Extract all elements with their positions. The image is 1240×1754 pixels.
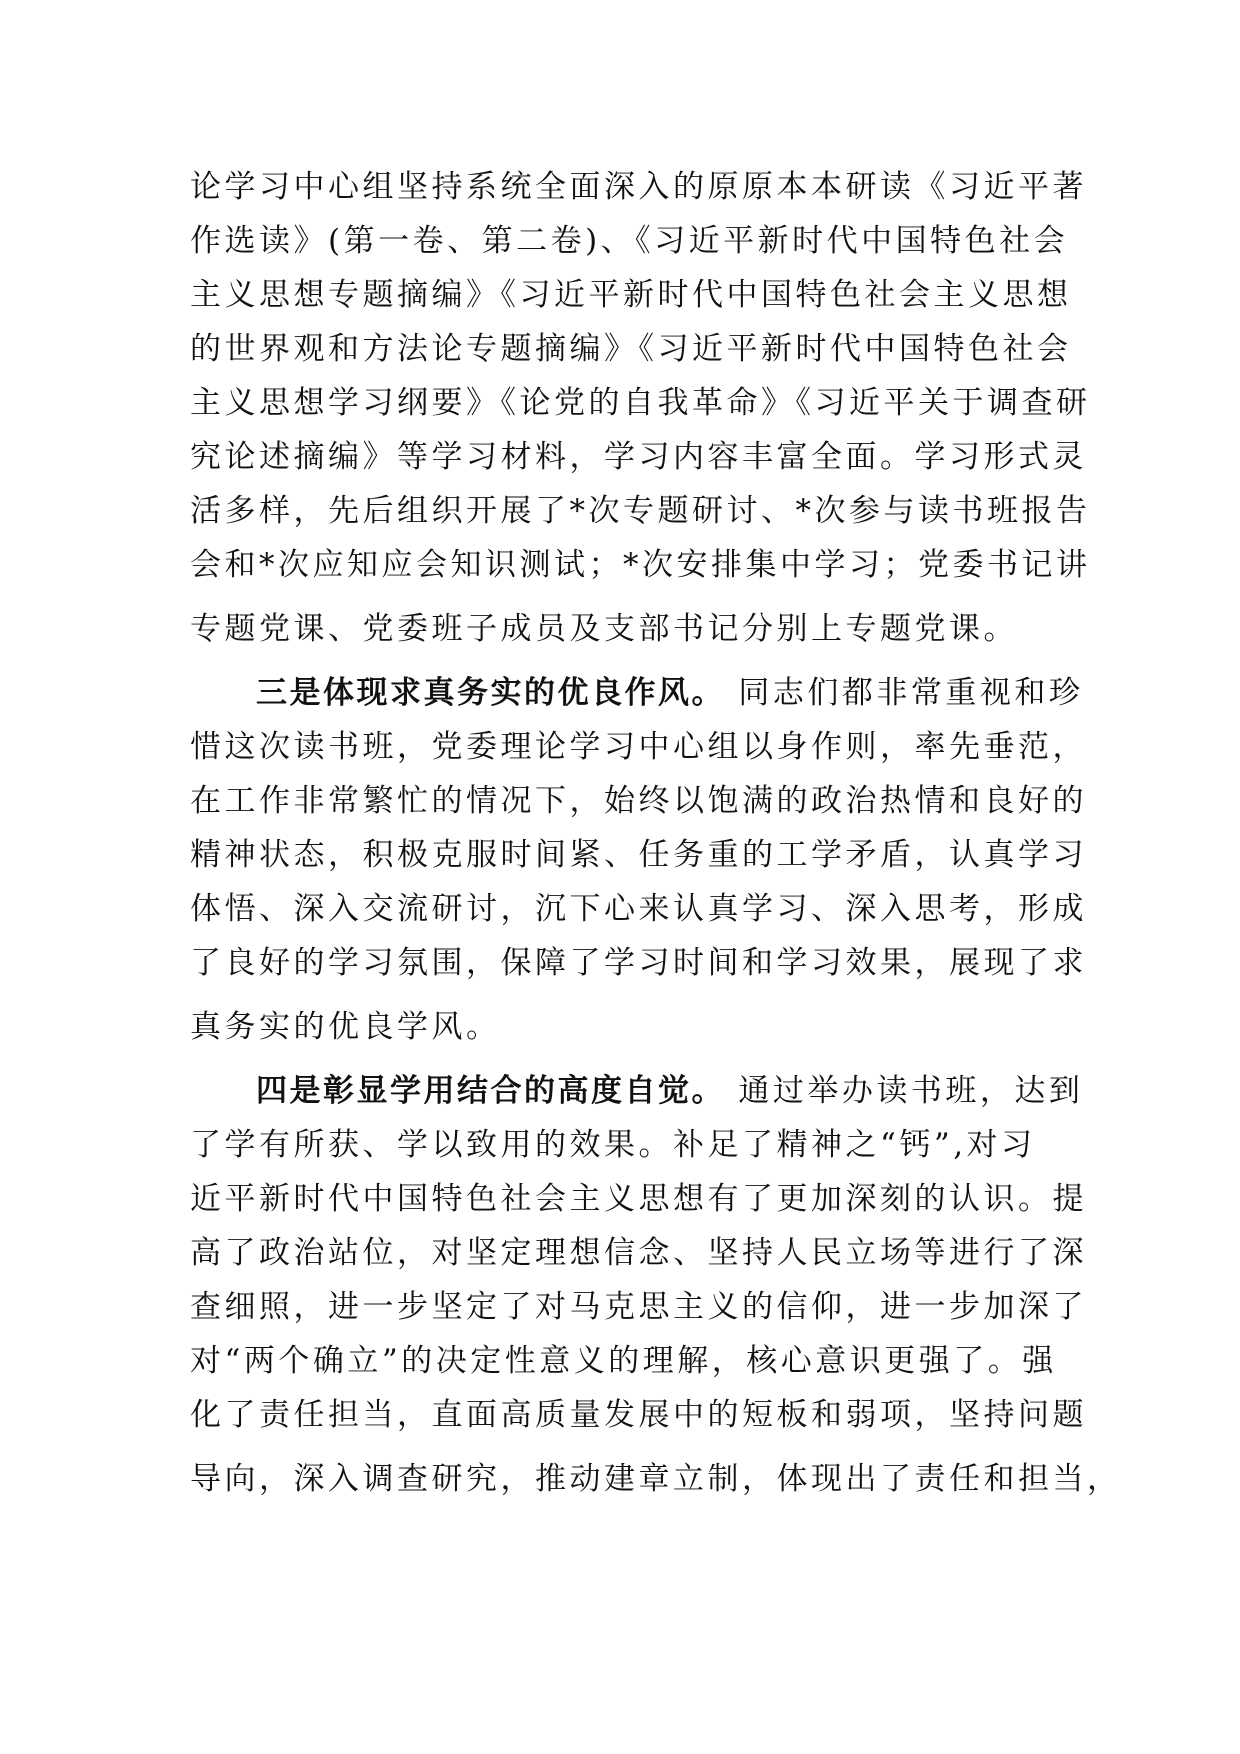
text-run: 通过举办读书班，达到	[738, 1073, 1084, 1109]
paragraph-heading: 三是体现求真务实的优良作风。	[256, 675, 725, 711]
text-line: 作选读》(第一卷、第二卷)、《习近平新时代中国特色社会	[190, 223, 1069, 259]
paragraph-study-content	[190, 160, 1091, 656]
text-line: 真务实的优良学风。	[190, 1009, 501, 1045]
text-line: 查细照，进一步坚定了对马克思主义的信仰，进一步加深了	[190, 1289, 1087, 1325]
text-line: 主义思想专题摘编》《习近平新时代中国特色社会主义思想	[190, 277, 1072, 313]
paragraph-practical-style	[190, 666, 1087, 1054]
paragraph-heading: 四是彰显学用结合的高度自觉。	[256, 1073, 725, 1109]
text-run	[725, 675, 738, 711]
text-line: 主义思想学习纲要》《论党的自我革命》《习近平关于调查研	[190, 385, 1091, 421]
text-line: 导向，深入调查研究，推动建章立制，体现出了责任和担当，	[190, 1461, 1122, 1497]
text-line: 专题党课、党委班子成员及支部书记分别上专题党课。	[190, 611, 1018, 647]
text-line: 对“两个确立”的决定性意义的理解，核心意识更强了。强	[190, 1343, 1057, 1379]
text-line: 惜这次读书班，党委理论学习中心组以身作则，率先垂范，	[190, 729, 1087, 765]
text-run: 同志们都非常重视和珍	[738, 675, 1084, 711]
text-line: 体悟、深入交流研讨，沉下心来认真学习、深入思考，形成	[190, 891, 1087, 927]
text-line: 的世界观和方法论专题摘编》《习近平新时代中国特色社会	[190, 331, 1072, 367]
text-line: 了学有所获、学以致用的效果。补足了精神之“钙”,对习	[190, 1127, 1036, 1163]
text-line: 了良好的学习氛围，保障了学习时间和学习效果，展现了求	[190, 945, 1087, 981]
text-run	[725, 1073, 738, 1109]
text-line: 近平新时代中国特色社会主义思想有了更加深刻的认识。提	[190, 1181, 1087, 1217]
document-body	[190, 160, 1122, 1516]
text-line: 高了政治站位，对坚定理想信念、坚持人民立场等进行了深	[190, 1235, 1087, 1271]
paragraph-learning-application	[190, 1064, 1122, 1506]
text-line: 精神状态，积极克服时间紧、任务重的工学矛盾，认真学习	[190, 837, 1087, 873]
text-line: 会和*次应知应会知识测试；*次安排集中学习；党委书记讲	[190, 547, 1091, 583]
text-line-first	[190, 666, 1084, 720]
text-line: 活多样，先后组织开展了*次专题研讨、*次参与读书班报告	[190, 493, 1091, 529]
text-line: 在工作非常繁忙的情况下，始终以饱满的政治热情和良好的	[190, 783, 1087, 819]
text-line-first	[190, 1064, 1084, 1118]
text-line: 化了责任担当，直面高质量发展中的短板和弱项，坚持问题	[190, 1397, 1087, 1433]
text-line: 究论述摘编》等学习材料，学习内容丰富全面。学习形式灵	[190, 439, 1087, 475]
text-line: 论学习中心组坚持系统全面深入的原原本本研读《习近平著	[190, 169, 1087, 205]
